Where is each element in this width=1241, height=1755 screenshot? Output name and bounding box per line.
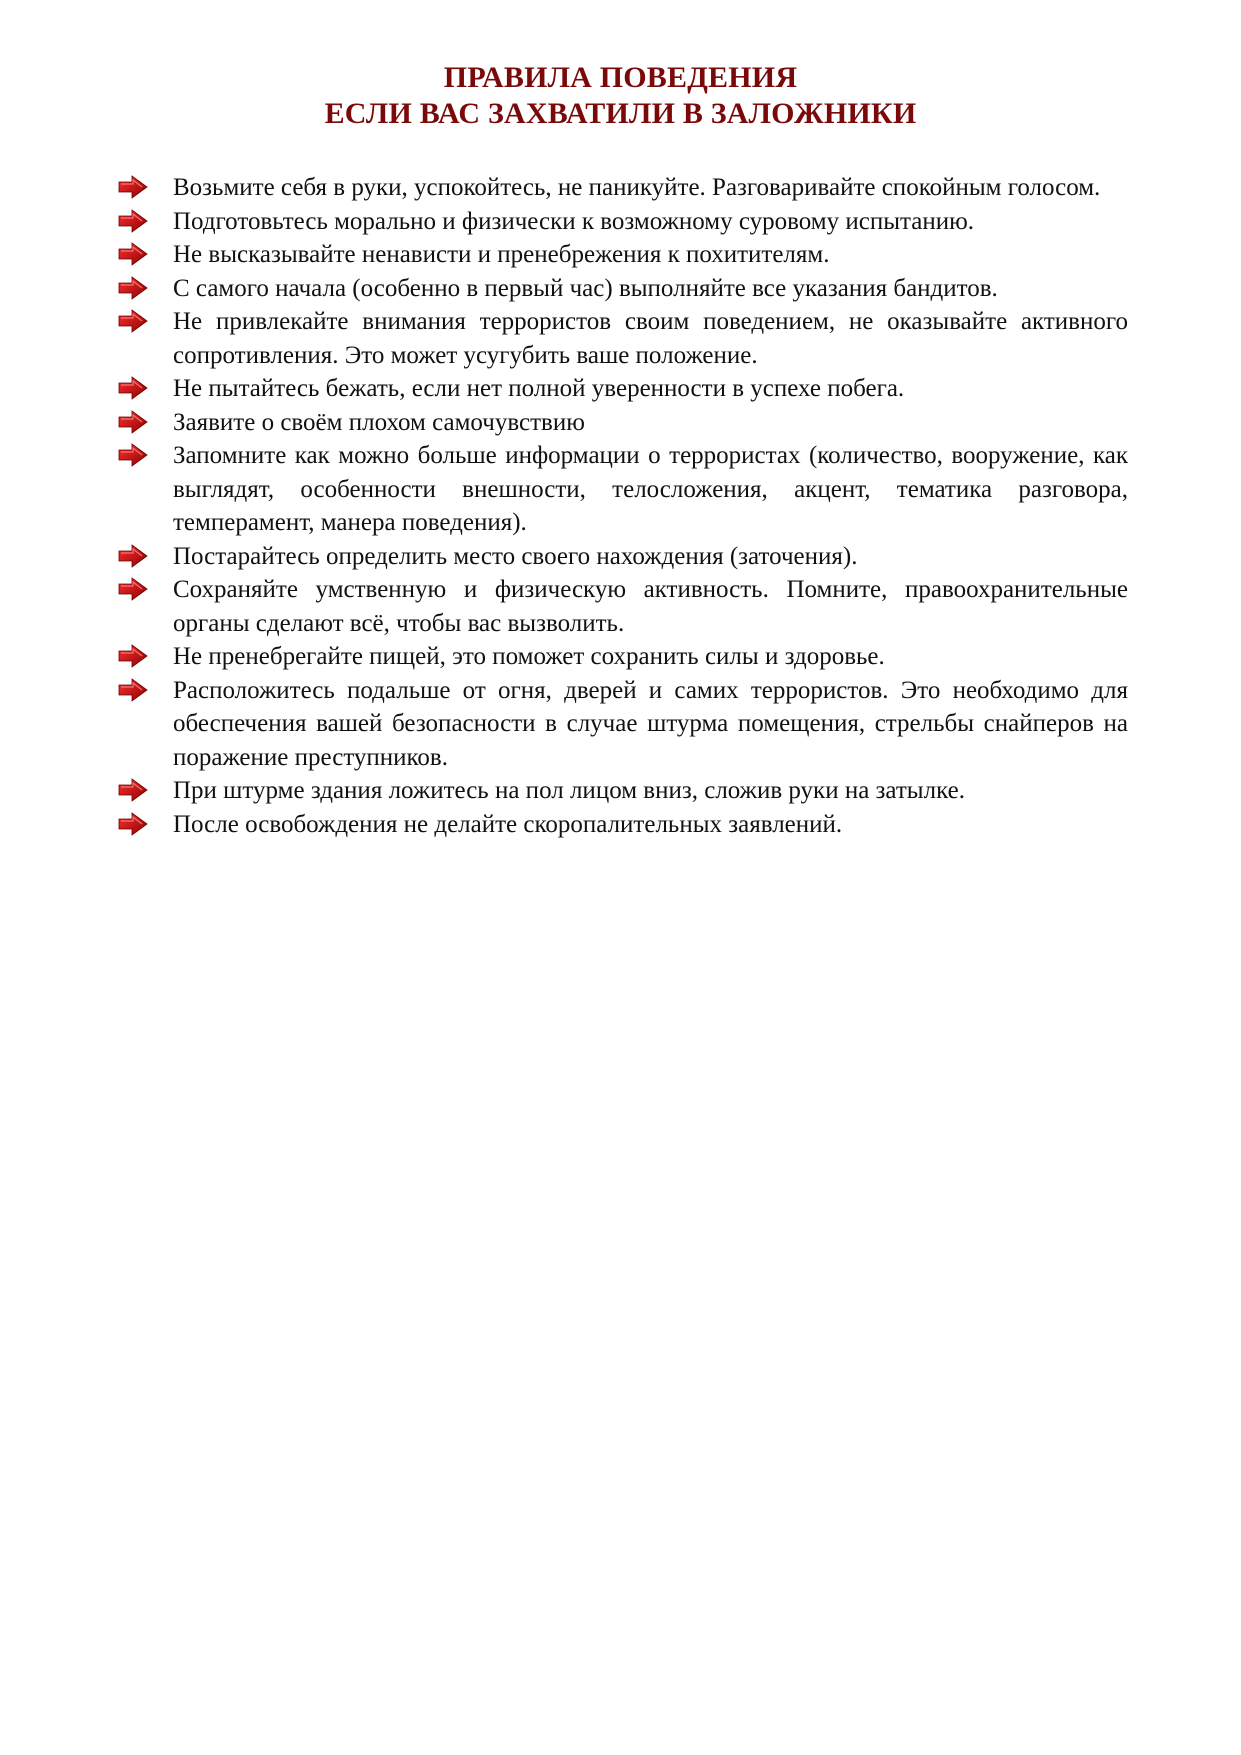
red-arrow-icon [118,276,148,300]
rule-text: Заявите о своём плохом самочувствию [173,408,585,436]
list-item [118,238,1128,272]
rules-list [118,171,1128,841]
rule-text: После освобождения не делайте скоропалительных заявлений. [173,810,843,838]
rule-text: Постарайтесь определить место своего нахождения (заточения). [173,542,858,570]
red-arrow-icon [118,778,148,802]
title-line-2: ЕСЛИ ВАС ЗАХВАТИЛИ В ЗАЛОЖНИКИ [324,97,917,130]
rule-text: Запомните как можно больше информации о террористах (количество, вооружение, как выглядят, особенности внешности, телосложения, акцент, тематика разговора, темперамент, манера поведения). [173,442,1128,536]
list-item [118,372,1128,406]
red-arrow-icon [118,577,148,601]
red-arrow-icon [118,309,148,333]
red-arrow-icon [118,209,148,233]
rule-text: Подготовьтесь морально и физически к возможному суровому испытанию. [173,207,975,235]
rule-text: Не привлекайте внимания террористов своим поведением, не оказывайте активного сопротивления. Это может усугубить ваше положение. [173,308,1128,369]
red-arrow-icon [118,644,148,668]
list-item [118,674,1128,775]
list-item [118,406,1128,440]
list-item [118,305,1128,372]
list-item [118,774,1128,808]
red-arrow-icon [118,812,148,836]
rule-text: Не пытайтесь бежать, если нет полной уверенности в успехе побега. [173,375,905,402]
rule-text: Возьмите себя в руки, успокойтесь, не паникуйте. Разговаривайте спокойным голосом. [173,174,1101,201]
rule-text: С самого начала (особенно в первый час) выполняйте все указания бандитов. [173,274,998,302]
red-arrow-icon [118,242,148,266]
rule-text: Не высказывайте ненависти и пренебрежения к похитителям. [173,241,830,268]
red-arrow-icon [118,678,148,702]
rule-text: При штурме здания ложитесь на пол лицом вниз, сложив руки на затылке. [173,777,965,804]
rule-text: Сохраняйте умственную и физическую активность. Помните, правоохранительные органы сделают всё, чтобы вас вызволить. [173,576,1128,637]
title-line-1: ПРАВИЛА ПОВЕДЕНИЯ [443,61,798,94]
list-item [118,640,1128,674]
list-item [118,171,1128,205]
red-arrow-icon [118,410,148,434]
list-item [118,439,1128,540]
rule-text: Расположитесь подальше от огня, дверей и самих террористов. Это необходимо для обеспечения вашей безопасности в случае штурма помещения, стрельбы снайперов на поражение преступников. [173,676,1128,771]
list-item [118,540,1128,574]
red-arrow-icon [118,443,148,467]
list-item [118,808,1128,842]
red-arrow-icon [118,175,148,199]
red-arrow-icon [118,376,148,400]
list-item [118,205,1128,239]
list-item [118,272,1128,306]
red-arrow-icon [118,544,148,568]
list-item [118,573,1128,640]
page-title [0,60,1241,132]
rule-text: Не пренебрегайте пищей, это поможет сохранить силы и здоровье. [173,643,885,670]
